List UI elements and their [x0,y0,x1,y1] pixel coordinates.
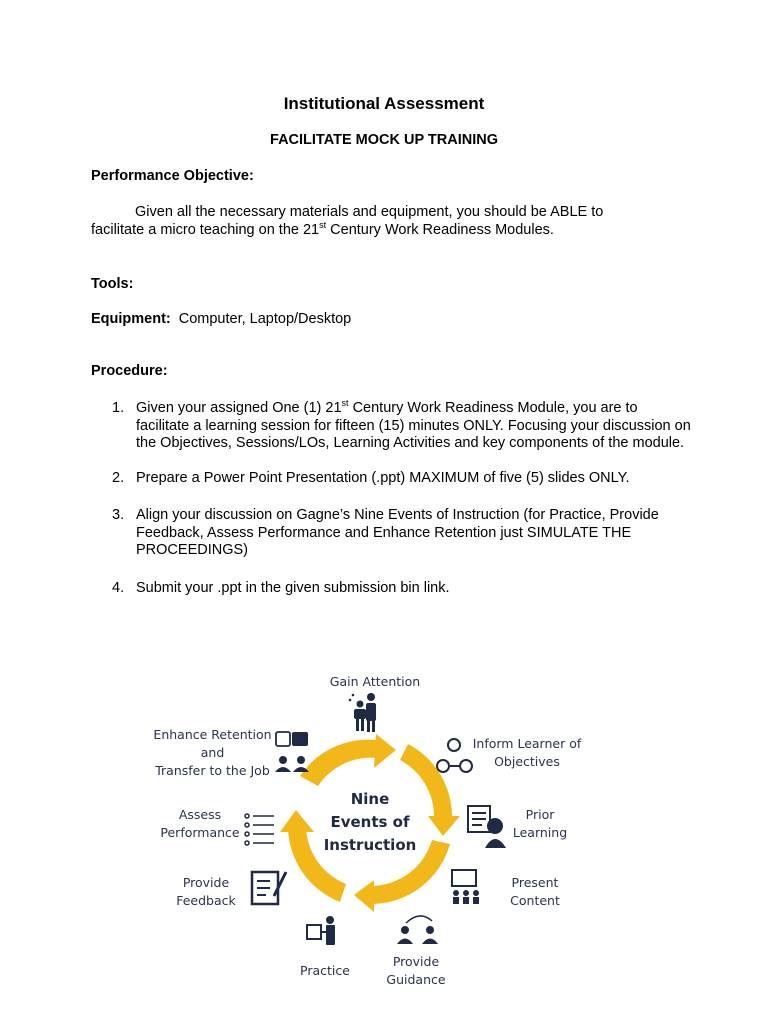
event-label-line: Learning [512,825,568,840]
procedure-item-2 [91,470,691,488]
procedure-number: 4. [112,579,125,596]
event-assess-performance [155,806,245,842]
event-label-line: Content [510,893,560,908]
event-prior-learning [500,806,580,842]
event-enhance-retention [150,726,275,780]
event-label-line: Performance [160,825,240,840]
event-provide-feedback [166,874,246,910]
event-inform-learner [462,735,592,771]
practice-icon [307,916,335,945]
procedure-text: Submit your .ppt in the given submission bin link. [136,579,450,596]
procedure-number: 1. [112,400,125,416]
enhance-retention-icon [275,732,309,772]
center-line-2: Events of [330,813,410,831]
equipment-line [91,311,351,327]
performance-objective-heading: Performance Objective: [91,168,254,184]
event-practice: Practice [300,963,350,978]
provide-guidance-icon [397,916,438,944]
event-provide-guidance [376,953,456,989]
event-label-line: Inform Learner of [472,736,582,751]
objective-line-2-pre: facilitate a micro teaching on the 21 [91,221,320,238]
provide-feedback-icon [252,872,286,904]
procedure-text-pre: Given your assigned One (1) 21 [136,400,342,416]
procedure-item-1 [91,400,691,453]
center-line-3: Instruction [323,836,417,854]
procedure-number: 2. [112,469,125,486]
procedure-text-post: Century Work Readiness Module, you are to facilitate a learning session for fifteen (15) minutes ONLY. Focusing your discussion on the Objectives, Sessions/LOs, Learning Activities and key components of the module. [136,400,691,451]
event-label-line: Feedback [176,893,236,908]
procedure-list [91,400,691,597]
event-label-line: Provide [182,875,230,890]
event-label-line: Objectives [494,754,560,769]
cycle-center-label [320,788,420,857]
document-subtitle: FACILITATE MOCK UP TRAINING [270,132,498,148]
event-label-line: Provide [392,954,440,969]
procedure-heading: Procedure: [91,363,168,379]
procedure-item-4 [91,580,691,598]
gain-attention-icon [349,693,376,732]
document-title: Institutional Assessment [283,94,485,113]
event-label-line: Enhance Retention [153,727,272,742]
center-line-1: Nine [350,790,390,808]
assess-performance-icon [245,814,274,845]
procedure-item-3 [91,507,691,560]
nine-events-diagram [150,668,590,998]
procedure-text-sup: st [341,398,349,408]
procedure-number: 3. [112,507,125,523]
objective-line-1: Given all the necessary materials and equipment, you should be ABLE to [135,204,604,220]
procedure-text: Align your discussion on Gagne’s Nine Events of Instruction (for Practice, Provide Feedback, Assess Performance and Enhance Retention just SIMULATE THE PROCEEDINGS) [136,507,659,558]
equipment-label: Equipment: [91,311,171,327]
event-present-content [495,874,575,910]
event-label-line: Transfer to the Job [155,763,270,778]
objective-line-2-post: Century Work Readiness Modules. [326,221,554,238]
equipment-value: Computer, Laptop/Desktop [178,311,352,327]
event-label-line: Prior [525,807,555,822]
tools-heading: Tools: [91,276,134,292]
event-gain-attention: Gain Attention [329,674,421,689]
objective-line-2-sup: st [319,219,327,230]
present-content-icon [452,870,479,904]
event-label-line: Assess [178,807,222,822]
event-label-line: and [200,745,225,760]
event-label-line: Present [511,875,559,890]
event-label-line: Guidance [386,972,446,987]
performance-objective-text [91,204,681,239]
procedure-text: Prepare a Power Point Presentation (.ppt) MAXIMUM of five (5) slides ONLY. [136,469,630,486]
